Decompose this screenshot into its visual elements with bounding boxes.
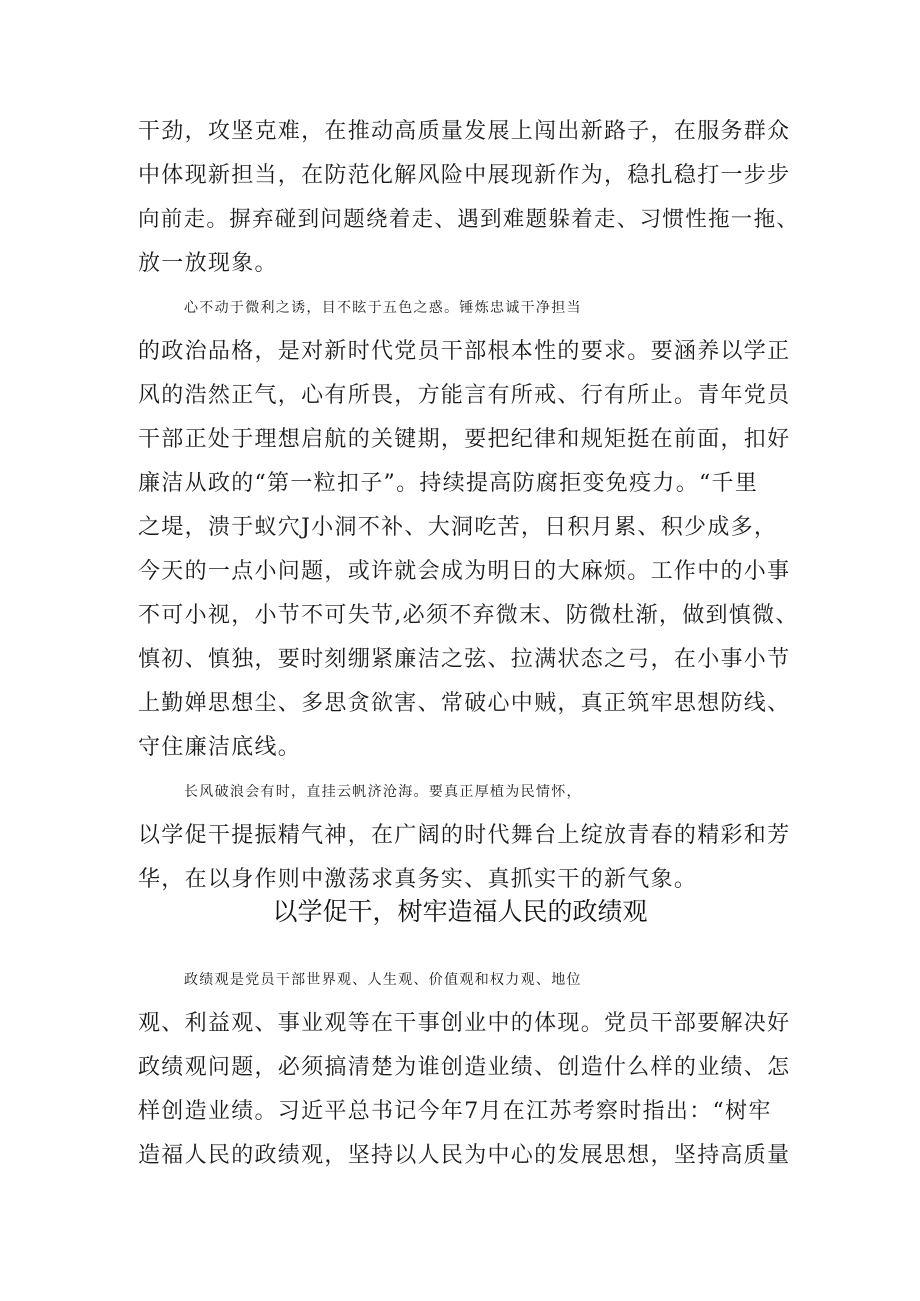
- paragraph-1-line-4: 放一放现象。: [138, 251, 278, 276]
- paragraph-2-line-7: 今天的一点小问题，或许就会成为明日的大麻烦。工作中的小事: [138, 559, 791, 584]
- paragraph-3-line-1: 长风破浪会有时，直挂云帆济沧海。要真正厚植为民情怀，: [184, 784, 582, 800]
- paragraph-1-line-1: 干劲，攻坚克难，在推动高质量发展上闯出新路子，在服务群众: [138, 119, 791, 144]
- paragraph-1-line-3: 向前走。摒弃碰到问题绕着走、遇到难题躲着走、习惯性拖一拖、: [138, 207, 800, 232]
- paragraph-3-line-2: 以学促干提振精气神，在广阔的时代舞台上绽放青春的精彩和芳: [138, 823, 791, 848]
- paragraph-4-line-5: 造福人民的政绩观，坚持以人民为中心的发展思想，坚持高质量: [138, 1143, 791, 1168]
- paragraph-2-line-8: 不可小视，小节不可失节,必须不弃微末、防微杜渐，做到慎微、: [138, 603, 799, 628]
- paragraph-4-line-1: 政绩观是党员干部世界观、人生观、价值观和权力观、地位: [184, 972, 582, 988]
- paragraph-4-line-2: 观、利益观、事业观等在干事创业中的体现。党员干部要解决好: [138, 1011, 791, 1036]
- paragraph-2-line-6: 之堤，溃于蚁穴J小洞不补、大洞吃苦，日积月累、积少成多，: [138, 515, 778, 540]
- paragraph-2-line-9: 慎初、慎独，要时刻绷紧廉洁之弦、拉满状态之弓，在小事小节: [138, 647, 791, 672]
- paragraph-2-line-3: 风的浩然正气，心有所畏，方能言有所戒、行有所止。青年党员: [138, 383, 791, 408]
- paragraph-2-line-2: 的政治品格，是对新时代党员干部根本性的要求。要涵养以学正: [138, 339, 791, 364]
- paragraph-3-line-3: 华，在以身作则中激荡求真务实、真抓实干的新气象。: [138, 867, 698, 892]
- paragraph-2-line-11: 守住廉洁底线。: [138, 735, 302, 760]
- paragraph-2-line-4: 干部正处于理想启航的关键期，要把纪律和规矩挺在前面，扣好: [138, 427, 791, 452]
- section-heading: 以学促干，树牢造福人民的政绩观: [272, 897, 648, 926]
- paragraph-2-line-10: 上勤婵思想尘、多思贪欲害、常破心中贼，真正筑牢思想防线、: [138, 691, 791, 716]
- paragraph-4-line-4: 样创造业绩。习近平总书记今年7月在江苏考察时指出：“树牢: [138, 1099, 772, 1124]
- paragraph-2-line-5: 廉洁从政的“第一粒扣子”。持续提高防腐拒变免疫力。“千里: [138, 471, 759, 496]
- paragraph-4-line-3: 政绩观问题，必须搞清楚为谁创造业绩、创造什么样的业绩、怎: [138, 1055, 791, 1080]
- paragraph-1-line-2: 中体现新担当，在防范化解风险中展现新作为，稳扎稳打一步步: [138, 163, 791, 188]
- paragraph-2-line-1: 心不动于微利之诱，目不眩于五色之惑。锤炼忠诚干净担当: [184, 300, 582, 316]
